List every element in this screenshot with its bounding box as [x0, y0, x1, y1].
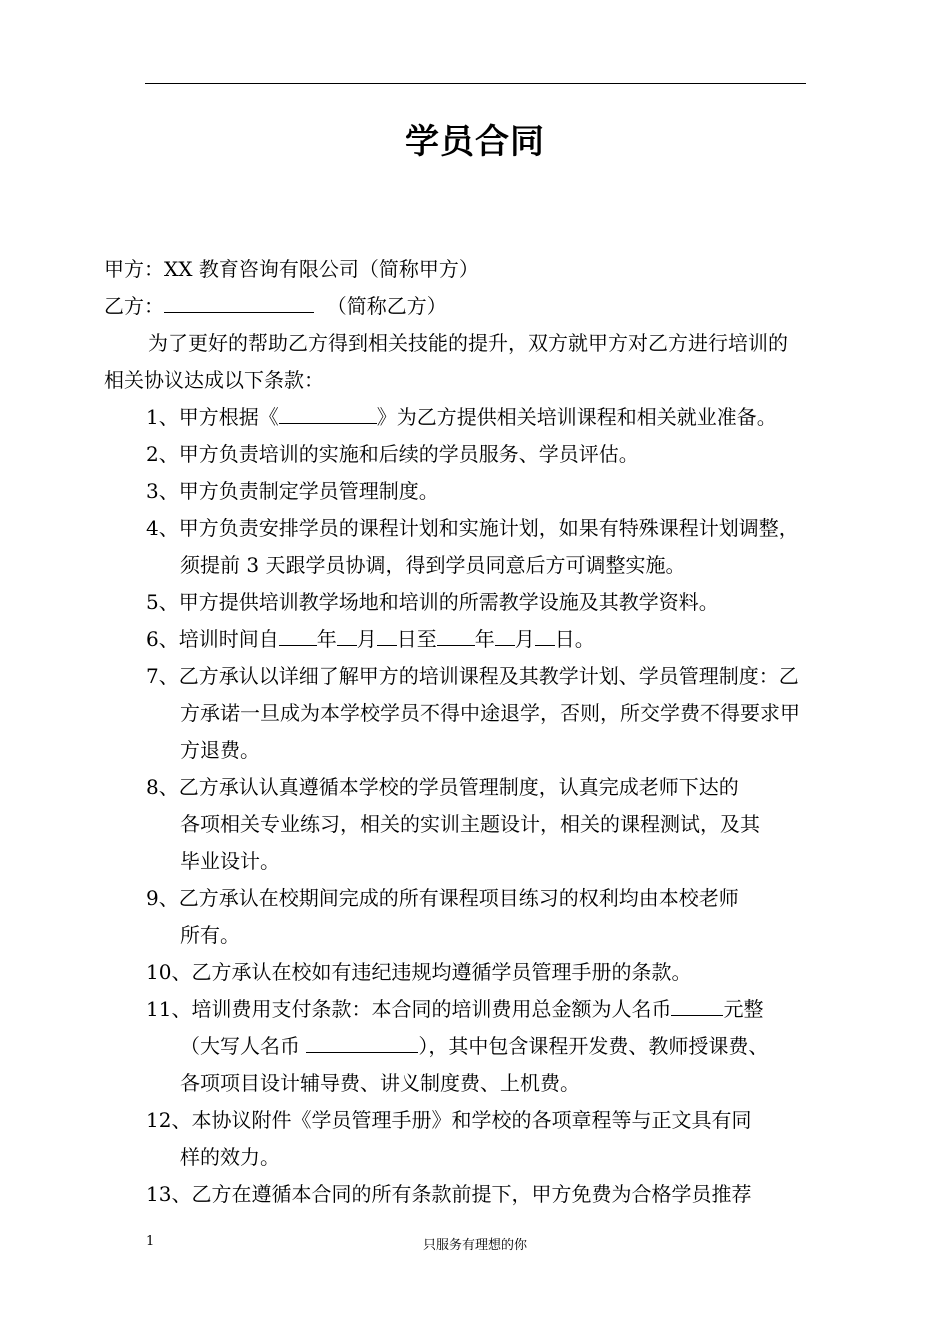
clause-6-prefix: 6、培训时间自	[146, 627, 279, 651]
clause-11-line-2	[180, 1032, 768, 1060]
clause-12-line-2: 样的效力。	[180, 1145, 280, 1169]
party-b-label: 乙方：	[104, 294, 164, 318]
end-month-label: 月	[514, 627, 535, 651]
clause-11-text: 11、培训费用支付条款：本合同的培训费用总金额为人名币	[146, 997, 672, 1021]
party-a-line: 甲方：XX 教育咨询有限公司（简称甲方）	[104, 257, 479, 281]
fee-unit: 元整	[723, 997, 764, 1021]
header-rule	[145, 83, 806, 84]
clause-7-line-2: 方承诺一旦成为本学校学员不得中途退学，否则，所交学费不得要求甲	[180, 701, 800, 725]
end-year-label: 年	[474, 627, 495, 651]
clause-10: 10、乙方承认在校如有违纪违规均遵循学员管理手册的条款。	[146, 960, 692, 984]
party-b-blank[interactable]	[164, 292, 314, 313]
clause-1-end: 》为乙方提供相关培训课程和相关就业准备。	[376, 405, 777, 429]
end-year-blank[interactable]	[437, 625, 475, 646]
clause-5: 5、甲方提供培训教学场地和培训的所需教学设施及其教学资料。	[146, 590, 719, 614]
clause-7-line-1: 7、乙方承认以详细了解甲方的培训课程及其教学计划、学员管理制度：乙	[146, 664, 799, 688]
clause-8-line-2: 各项相关专业练习，相关的实训主题设计，相关的课程测试，及其	[180, 812, 760, 836]
clause-9-line-1: 9、乙方承认在校期间完成的所有课程项目练习的权利均由本校老师	[146, 886, 739, 910]
clause-11-line-1	[146, 995, 763, 1023]
clause-4-line-1: 4、甲方负责安排学员的课程计划和实施计划，如果有特殊课程计划调整，	[146, 516, 799, 540]
footer-slogan: 只服务有理想的你	[422, 1238, 527, 1253]
fee-uppercase-label: （大写人名币	[180, 1034, 307, 1058]
clause-4-line-2: 须提前 3 天跟学员协调，得到学员同意后方可调整实施。	[180, 553, 686, 577]
start-day-blank[interactable]	[377, 625, 397, 646]
party-b-line	[104, 292, 447, 320]
clause-13-line-1: 13、乙方在遵循本合同的所有条款前提下，甲方免费为合格学员推荐	[146, 1182, 752, 1206]
clause-2: 2、甲方负责培训的实施和后续的学员服务、学员评估。	[146, 442, 639, 466]
start-month-blank[interactable]	[337, 625, 357, 646]
clause-6	[146, 625, 595, 653]
clause-1	[146, 403, 777, 431]
page-number: 1	[146, 1234, 155, 1249]
clause-9-line-2: 所有。	[180, 923, 240, 947]
end-day-label: 日。	[554, 627, 595, 651]
start-month-label: 月	[356, 627, 377, 651]
end-month-blank[interactable]	[495, 625, 515, 646]
intro-line-1: 为了更好的帮助乙方得到相关技能的提升，双方就甲方对乙方进行培训的	[148, 331, 788, 355]
clause-8-line-1: 8、乙方承认认真遵循本学校的学员管理制度，认真完成老师下达的	[146, 775, 739, 799]
fee-includes-text: ），其中包含课程开发费、教师授课费、	[418, 1034, 769, 1058]
clause-8-line-3: 毕业设计。	[180, 849, 280, 873]
page-title: 学员合同	[405, 122, 545, 162]
clause-7-line-3: 方退费。	[180, 738, 260, 762]
basis-document-blank[interactable]	[279, 403, 377, 424]
end-day-blank[interactable]	[535, 625, 555, 646]
clause-1-start: 1、甲方根据《	[146, 405, 279, 429]
fee-uppercase-blank[interactable]	[306, 1032, 418, 1053]
start-year-label: 年	[316, 627, 337, 651]
clause-3: 3、甲方负责制定学员管理制度。	[146, 479, 439, 503]
clause-11-line-3: 各项项目设计辅导费、讲义制度费、上机费。	[180, 1071, 580, 1095]
clause-12-line-1: 12、本协议附件《学员管理手册》和学校的各项章程等与正文具有同	[146, 1108, 752, 1132]
start-day-label: 日至	[396, 627, 437, 651]
start-year-blank[interactable]	[279, 625, 317, 646]
fee-amount-blank[interactable]	[671, 995, 723, 1016]
intro-line-2: 相关协议达成以下条款：	[104, 368, 324, 392]
party-b-suffix: （简称乙方）	[326, 294, 447, 318]
